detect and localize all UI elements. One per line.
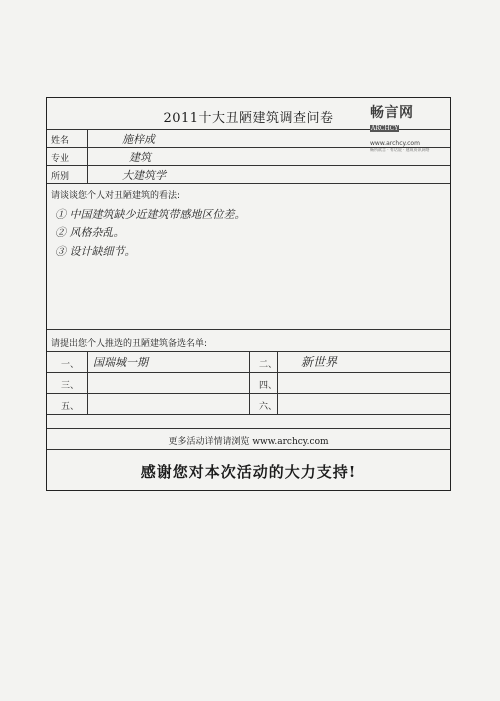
recommend-row-2 [47, 373, 450, 394]
divider [87, 148, 88, 165]
recommend-row-3 [47, 394, 450, 415]
opinion-section [47, 184, 450, 330]
rank-2-value: 新世界 [301, 355, 338, 369]
opinion-answer-2: ② 风格杂乱。 [55, 226, 125, 239]
logo-brand: 畅言网 [370, 105, 414, 121]
divider [87, 373, 88, 393]
opinion-answer-1: ① 中国建筑缺少近建筑带感地区位差。 [55, 208, 246, 221]
divider [277, 394, 278, 414]
recommend-prompt: 请提出您个人推选的丑陋建筑备选名单: [51, 339, 208, 349]
rank-3-label: 三、 [61, 381, 80, 391]
divider [249, 352, 250, 372]
department-row [47, 166, 450, 184]
rank-1-value: 国瑞城一期 [93, 356, 148, 369]
archcy-logo [370, 102, 442, 152]
divider [249, 373, 250, 393]
spacer-row [47, 415, 450, 429]
rank-4-label: 四、 [259, 381, 278, 391]
recommend-row-1 [47, 352, 450, 373]
name-value: 施梓成 [122, 133, 155, 146]
recommend-section [47, 330, 450, 352]
divider [87, 130, 88, 147]
more-info-row [47, 429, 450, 450]
rank-6-label: 六、 [259, 402, 278, 412]
more-info-text: 更多活动详情请浏览 www.archcy.com [168, 437, 329, 447]
thanks-text: 感谢您对本次活动的大力支持! [140, 463, 357, 481]
major-row [47, 148, 450, 166]
thanks-row [47, 450, 450, 490]
major-value: 建筑 [129, 151, 151, 164]
divider [249, 394, 250, 414]
logo-tagline: 畅所欲言 · 有话说 · 建筑资讯网络 [370, 147, 430, 152]
divider [277, 352, 278, 372]
name-row [47, 130, 450, 148]
survey-form [46, 97, 451, 491]
rank-5-label: 五、 [61, 402, 80, 412]
divider [87, 394, 88, 414]
form-title: 2011十大丑陋建筑调查问卷 [163, 111, 334, 126]
department-value: 大建筑学 [122, 169, 166, 182]
opinion-prompt: 请谈谈您个人对丑陋建筑的看法: [51, 191, 181, 201]
rank-2-label: 二、 [259, 360, 278, 370]
logo-badge: ARCHCY [371, 125, 399, 132]
rank-1-label: 一、 [61, 360, 80, 370]
major-label: 专业 [51, 154, 70, 164]
name-label: 姓名 [51, 136, 70, 146]
divider [277, 373, 278, 393]
divider [87, 166, 88, 183]
opinion-answer-3: ③ 设计缺细节。 [55, 245, 136, 258]
divider [87, 352, 88, 372]
logo-url: www.archcy.com [370, 140, 420, 147]
department-label: 所别 [51, 172, 70, 182]
